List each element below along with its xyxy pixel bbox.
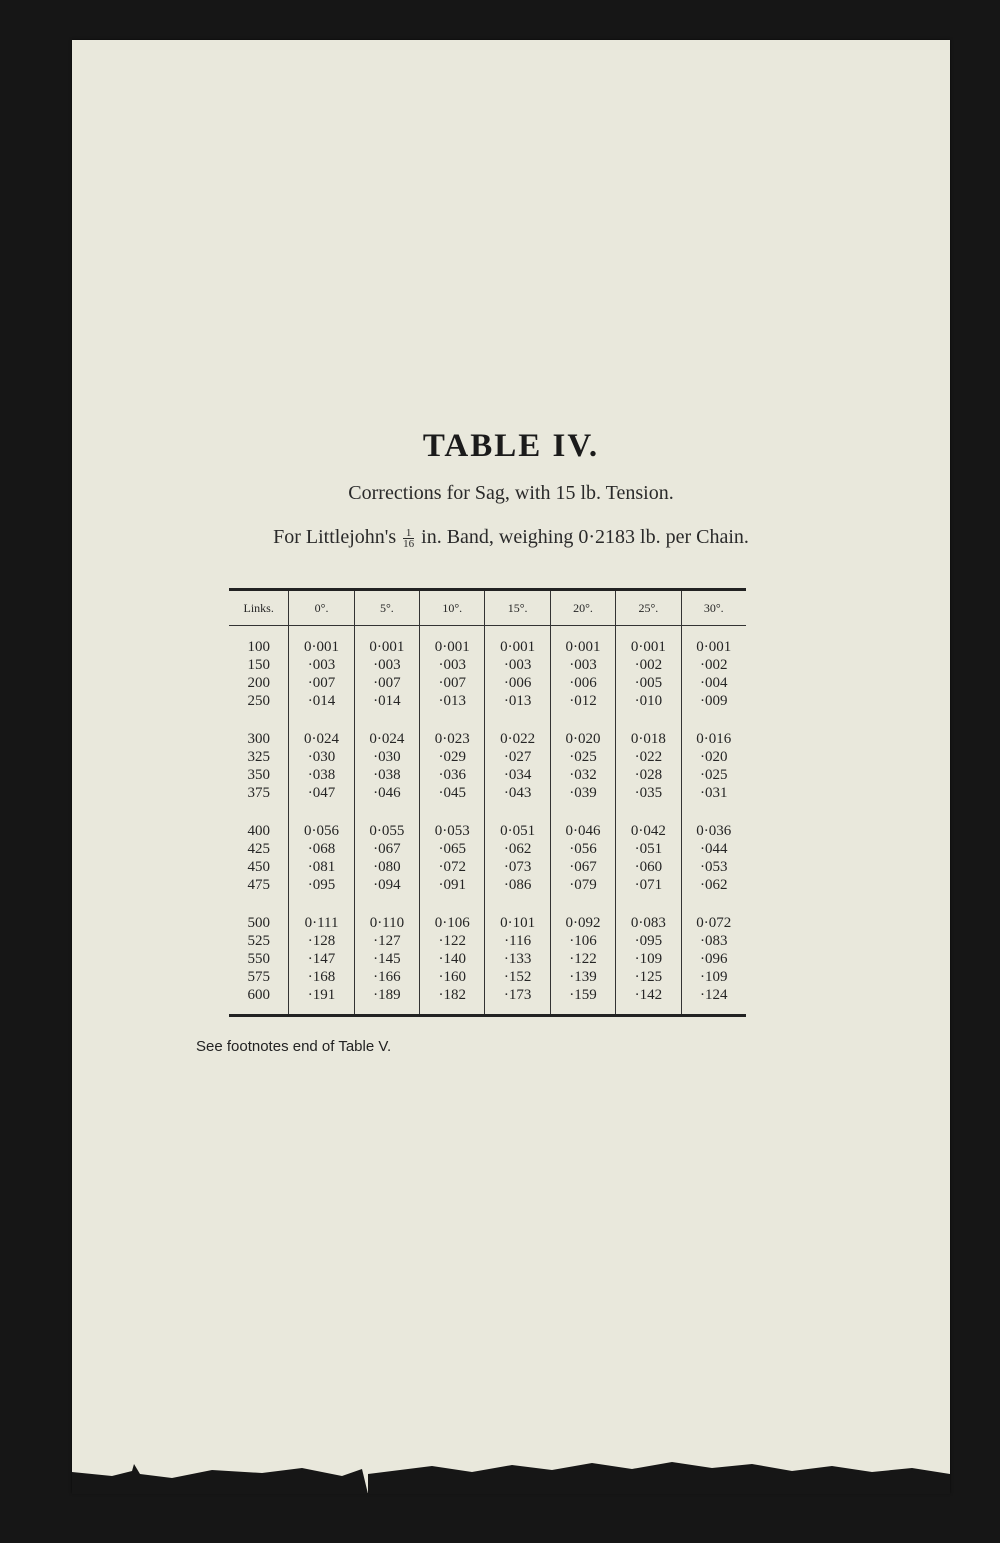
correction-value: ·189 [373, 987, 401, 1003]
correction-value: ·043 [503, 785, 532, 801]
column-header-angle: 15°. [485, 590, 550, 626]
correction-value: ·006 [503, 675, 532, 691]
links-value: 450 [247, 859, 270, 875]
correction-cell [420, 718, 485, 810]
correction-value: ·095 [634, 933, 663, 949]
links-value: 575 [247, 969, 270, 985]
correction-value: ·044 [700, 841, 728, 857]
correction-value: ·140 [438, 951, 467, 967]
correction-value: ·081 [307, 859, 336, 875]
fraction-numerator: 1 [403, 528, 414, 539]
column-header-angle: 30°. [681, 590, 746, 626]
correction-value: 0·111 [304, 915, 339, 931]
sag-corrections-table [229, 588, 746, 1017]
paper-sheet [72, 40, 950, 1493]
correction-value: ·053 [700, 859, 728, 875]
correction-value: ·173 [503, 987, 532, 1003]
links-value: 325 [247, 749, 270, 765]
correction-value: ·127 [373, 933, 401, 949]
correction-value: ·159 [569, 987, 597, 1003]
table-header-row [229, 590, 746, 626]
correction-cell [616, 718, 681, 810]
table-row-group [229, 718, 746, 810]
correction-value: ·182 [438, 987, 467, 1003]
correction-cell [354, 902, 419, 1016]
footnote: See footnotes end of Table V. [196, 1038, 392, 1055]
correction-value: 0·051 [500, 823, 536, 839]
correction-value: 0·110 [369, 915, 405, 931]
correction-value: ·067 [373, 841, 401, 857]
correction-value: 0·018 [630, 731, 666, 747]
correction-value: ·014 [373, 693, 401, 709]
correction-value: ·030 [373, 749, 401, 765]
torn-edge [72, 1424, 950, 1494]
correction-value: ·145 [373, 951, 401, 967]
correction-cell [550, 626, 615, 719]
correction-cell [550, 810, 615, 902]
correction-value: ·002 [700, 657, 728, 673]
correction-cell [616, 902, 681, 1016]
correction-value: 0·106 [434, 915, 470, 931]
correction-value: ·062 [700, 877, 728, 893]
correction-value: 0·001 [630, 639, 666, 655]
correction-value: ·007 [438, 675, 467, 691]
correction-value: ·125 [634, 969, 663, 985]
correction-cell [485, 718, 550, 810]
correction-cell [681, 902, 746, 1016]
table-row-group [229, 810, 746, 902]
correction-value: ·095 [307, 877, 336, 893]
correction-value: ·152 [503, 969, 532, 985]
correction-value: ·047 [307, 785, 336, 801]
table-row-group [229, 902, 746, 1016]
correction-cell [485, 810, 550, 902]
correction-value: ·020 [700, 749, 728, 765]
links-value: 200 [247, 675, 270, 691]
correction-value: 0·001 [304, 639, 340, 655]
correction-value: ·060 [634, 859, 663, 875]
correction-value: ·079 [569, 877, 597, 893]
correction-cell [616, 810, 681, 902]
links-value: 300 [247, 731, 270, 747]
fraction-denominator: 16 [403, 537, 415, 550]
links-value: 100 [247, 639, 270, 655]
correction-value: ·128 [307, 933, 336, 949]
correction-value: ·038 [307, 767, 336, 783]
correction-value: 0·056 [304, 823, 340, 839]
correction-value: ·031 [700, 785, 728, 801]
correction-value: ·036 [438, 767, 467, 783]
correction-value: ·035 [634, 785, 663, 801]
correction-cell [616, 626, 681, 719]
correction-value: 0·083 [630, 915, 666, 931]
correction-value: ·027 [503, 749, 532, 765]
correction-value: ·072 [438, 859, 467, 875]
correction-value: ·002 [634, 657, 663, 673]
correction-value: ·003 [438, 657, 467, 673]
correction-value: 0·024 [304, 731, 340, 747]
correction-value: ·045 [438, 785, 467, 801]
correction-value: ·003 [503, 657, 532, 673]
column-header-angle: 20°. [550, 590, 615, 626]
correction-value: ·067 [569, 859, 597, 875]
correction-value: ·009 [700, 693, 728, 709]
correction-value: 0·036 [696, 823, 732, 839]
correction-value: 0·020 [565, 731, 601, 747]
correction-value: 0·092 [565, 915, 601, 931]
column-header-links: Links. [229, 590, 289, 626]
correction-value: 0·072 [696, 915, 732, 931]
subtitle-band-post: in. Band, weighing 0·2183 lb. per Chain. [421, 526, 749, 548]
correction-value: 0·053 [434, 823, 470, 839]
correction-value: ·014 [307, 693, 336, 709]
correction-cell [289, 902, 354, 1016]
correction-value: ·091 [438, 877, 467, 893]
correction-value: ·065 [438, 841, 467, 857]
correction-value: 0·001 [696, 639, 732, 655]
correction-value: ·003 [569, 657, 597, 673]
correction-value: ·039 [569, 785, 597, 801]
correction-value: ·007 [373, 675, 401, 691]
correction-value: ·046 [373, 785, 401, 801]
correction-value: 0·024 [369, 731, 405, 747]
correction-value: ·080 [373, 859, 401, 875]
correction-cell [550, 902, 615, 1016]
column-header-angle: 10°. [420, 590, 485, 626]
links-value: 150 [247, 657, 270, 673]
links-cell [229, 718, 289, 810]
links-value: 250 [247, 693, 270, 709]
correction-cell [354, 718, 419, 810]
correction-value: ·124 [700, 987, 728, 1003]
correction-value: ·005 [634, 675, 663, 691]
correction-value: ·068 [307, 841, 336, 857]
links-value: 525 [247, 933, 270, 949]
column-header-angle: 0°. [289, 590, 354, 626]
correction-value: ·191 [307, 987, 336, 1003]
correction-cell [420, 810, 485, 902]
links-value: 550 [247, 951, 270, 967]
correction-value: ·083 [700, 933, 728, 949]
correction-value: ·086 [503, 877, 532, 893]
correction-value: 0·101 [500, 915, 536, 931]
links-value: 500 [247, 915, 270, 931]
correction-value: ·051 [634, 841, 663, 857]
correction-value: ·147 [307, 951, 336, 967]
correction-cell [354, 626, 419, 719]
correction-cell [485, 626, 550, 719]
correction-cell [681, 810, 746, 902]
correction-cell [354, 810, 419, 902]
correction-value: ·013 [503, 693, 532, 709]
correction-cell [681, 718, 746, 810]
correction-value: ·006 [569, 675, 597, 691]
correction-value: ·071 [634, 877, 663, 893]
correction-value: ·109 [634, 951, 663, 967]
correction-value: 0·001 [565, 639, 601, 655]
correction-value: ·122 [569, 951, 597, 967]
correction-value: ·032 [569, 767, 597, 783]
correction-value: ·133 [503, 951, 532, 967]
correction-value: ·073 [503, 859, 532, 875]
correction-value: 0·001 [434, 639, 470, 655]
correction-cell [289, 718, 354, 810]
links-value: 400 [247, 823, 270, 839]
correction-value: ·094 [373, 877, 401, 893]
correction-value: ·012 [569, 693, 597, 709]
correction-value: ·109 [700, 969, 728, 985]
correction-value: ·007 [307, 675, 336, 691]
correction-value: ·025 [700, 767, 728, 783]
links-cell [229, 626, 289, 719]
table-row-group [229, 626, 746, 719]
correction-value: ·004 [700, 675, 728, 691]
correction-value: ·034 [503, 767, 532, 783]
correction-value: ·168 [307, 969, 336, 985]
links-value: 600 [247, 987, 270, 1003]
correction-value: ·013 [438, 693, 467, 709]
correction-value: ·160 [438, 969, 467, 985]
correction-value: ·038 [373, 767, 401, 783]
correction-cell [289, 626, 354, 719]
links-value: 425 [247, 841, 270, 857]
correction-value: ·096 [700, 951, 728, 967]
correction-value: 0·022 [500, 731, 536, 747]
correction-cell [420, 902, 485, 1016]
correction-value: ·116 [504, 933, 532, 949]
correction-value: ·025 [569, 749, 597, 765]
column-header-angle: 25°. [616, 590, 681, 626]
correction-value: ·122 [438, 933, 467, 949]
links-cell [229, 902, 289, 1016]
correction-value: ·028 [634, 767, 663, 783]
correction-value: ·010 [634, 693, 663, 709]
correction-value: ·003 [373, 657, 401, 673]
correction-value: ·142 [634, 987, 663, 1003]
correction-value: 0·001 [500, 639, 536, 655]
correction-value: 0·055 [369, 823, 405, 839]
correction-value: 0·016 [696, 731, 732, 747]
links-cell [229, 810, 289, 902]
subtitle-band [72, 526, 950, 549]
correction-value: ·029 [438, 749, 467, 765]
correction-cell [550, 718, 615, 810]
correction-value: ·056 [569, 841, 597, 857]
correction-value: 0·046 [565, 823, 601, 839]
correction-value: 0·001 [369, 639, 405, 655]
subtitle-band-pre: For Littlejohn's [273, 526, 397, 548]
correction-value: ·106 [569, 933, 597, 949]
correction-value: ·022 [634, 749, 663, 765]
column-header-angle: 5°. [354, 590, 419, 626]
correction-value: 0·042 [630, 823, 666, 839]
correction-value: 0·023 [434, 731, 470, 747]
correction-value: ·030 [307, 749, 336, 765]
correction-cell [485, 902, 550, 1016]
correction-value: ·139 [569, 969, 597, 985]
links-value: 375 [247, 785, 270, 801]
correction-cell [289, 810, 354, 902]
links-value: 350 [247, 767, 270, 783]
correction-value: ·166 [373, 969, 401, 985]
correction-cell [420, 626, 485, 719]
correction-value: ·003 [307, 657, 336, 673]
page-title: TABLE IV. [422, 428, 600, 464]
correction-cell [681, 626, 746, 719]
links-value: 475 [247, 877, 270, 893]
correction-value: ·062 [503, 841, 532, 857]
fraction [403, 528, 414, 549]
subtitle-corrections: Corrections for Sag, with 15 lb. Tension. [348, 482, 674, 504]
